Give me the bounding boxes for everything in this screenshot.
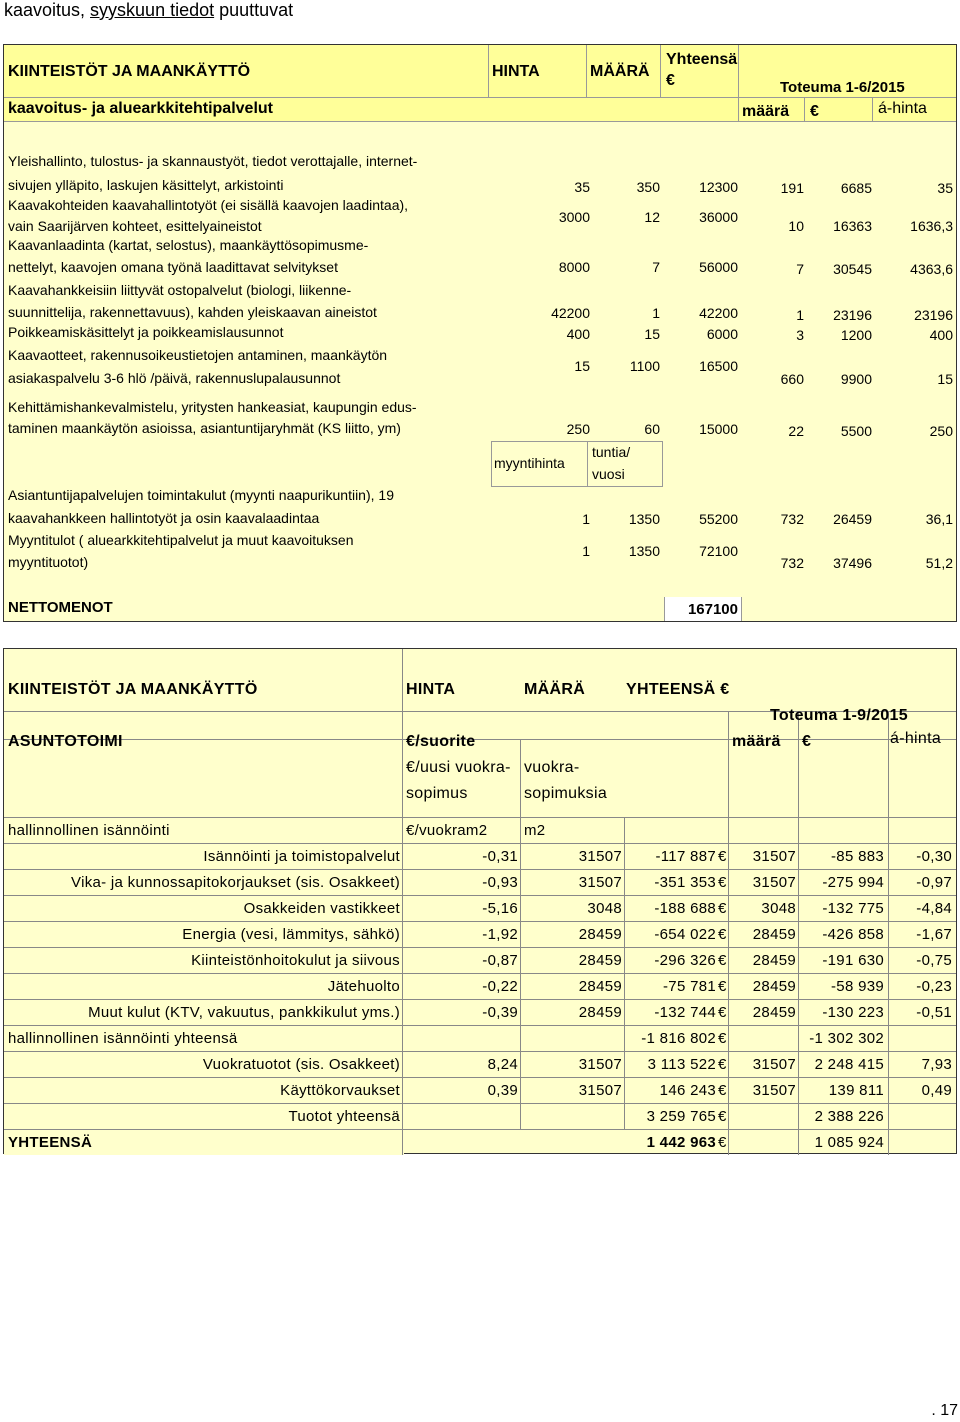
myyntihinta-label: myyntihinta (494, 455, 565, 471)
row-label: Kehittämishankevalmistelu, yritysten hankeasiat, kaupungin edus- (8, 399, 417, 415)
euro-sign: € (718, 1108, 727, 1125)
cell-t-ahinta: -0,97 (916, 874, 952, 891)
cell-t-eur: -426 858 (822, 926, 884, 943)
vuokra-label: vuokra- (524, 759, 580, 776)
row-label: Asiantuntijapalvelujen toimintakulut (myynti naapurikuntiin), 19 (8, 487, 394, 503)
cell-t-eur: 37496 (833, 555, 872, 571)
cell-t-eur: 16363 (833, 218, 872, 234)
col-t-maara: määrä (742, 103, 790, 120)
col-t-ahinta: á-hinta (890, 730, 942, 747)
divider (4, 973, 956, 974)
cell-yht: -188 688 (654, 900, 716, 917)
cell-hinta: 42200 (551, 305, 590, 321)
euro-sign: € (718, 848, 727, 865)
divider (804, 97, 805, 121)
cell-t-eur: 23196 (833, 307, 872, 323)
cell-yht: 36000 (699, 209, 738, 225)
cell-t-eur: 2 248 415 (814, 1056, 884, 1073)
cell-yht: 12300 (699, 179, 738, 195)
col-toteuma: Toteuma 1-6/2015 (780, 79, 905, 96)
divider (728, 711, 729, 1155)
cell-t-maara: 28459 (752, 926, 796, 943)
cell-yht: -654 022 (654, 926, 716, 943)
table2-title: KIINTEISTÖT JA MAANKÄYTTÖ (8, 681, 258, 698)
row-label: Osakkeiden vastikkeet (243, 900, 400, 917)
hallinnollinen-label: hallinnollinen isännöinti (8, 822, 170, 839)
cell-maara: 1100 (629, 358, 660, 374)
divider (872, 97, 873, 121)
cell-t-maara: 3 (796, 327, 804, 343)
cell-maara: 15 (644, 326, 660, 342)
cell-hinta: -0,22 (482, 978, 518, 995)
cell-t-maara: 31507 (752, 874, 796, 891)
row-label: Käyttökorvaukset (280, 1082, 400, 1099)
tuotot-yht: 3 259 765 (646, 1108, 716, 1125)
m2-label: m2 (524, 822, 546, 839)
cell-maara: 1350 (628, 543, 660, 559)
divider (4, 895, 956, 896)
cell-maara: 1350 (628, 511, 660, 527)
divider (488, 45, 489, 97)
hall-total-yht: -1 816 802 (641, 1030, 716, 1047)
cell-yht: 6000 (706, 326, 738, 342)
cell-maara: 31507 (578, 848, 622, 865)
divider (4, 947, 956, 948)
cell-t-maara: 732 (780, 511, 804, 527)
cell-yht: 15000 (699, 421, 738, 437)
tuotot-t: 2 388 226 (814, 1108, 884, 1125)
cell-yht: 3 113 522 (647, 1056, 716, 1073)
tuntia-label: tuntia/ (592, 444, 631, 460)
row-label: Vuokratuotot (sis. Osakkeet) (202, 1056, 400, 1073)
cell-yht: 56000 (699, 259, 738, 275)
cell-maara: 28459 (578, 926, 622, 943)
row-label: sivujen ylläpito, laskujen käsittelyt, arkistointi (8, 177, 284, 193)
yhteensa-t: 1 085 924 (814, 1134, 884, 1151)
cell-maara: 7 (652, 259, 660, 275)
yhteensa-yht: 1 442 963 (646, 1134, 716, 1151)
col-maara: MÄÄRÄ (590, 63, 650, 80)
tuotot-label: Tuotot yhteensä (288, 1108, 400, 1125)
cell-maara: 28459 (578, 978, 622, 995)
cell-t-ahinta: 36,1 (925, 511, 953, 527)
euro-sign: € (718, 900, 727, 917)
cell-hinta: -1,92 (482, 926, 518, 943)
nettomenot-value: 167100 (687, 601, 738, 618)
divider (4, 921, 956, 922)
euro-sign: € (718, 978, 727, 995)
divider (798, 711, 799, 1155)
cell-hinta: -0,31 (482, 848, 518, 865)
cell-hinta: 400 (566, 326, 590, 342)
page-number: . 17 (931, 1402, 958, 1419)
yhteensa-label: YHTEENSÄ (8, 1134, 93, 1151)
cell-t-maara: 28459 (752, 978, 796, 995)
cell-t-ahinta: 7,93 (921, 1056, 952, 1073)
row-label: Jätehuolto (327, 978, 400, 995)
row-label: kaavahankkeen hallintotyöt ja osin kaavalaadintaa (8, 510, 320, 526)
row-label: suunnittelija, rakennettavuus), kahden yleiskaavan aineistot (8, 304, 377, 320)
cell-hinta: -0,93 (482, 874, 518, 891)
cell-t-ahinta: 51,2 (925, 555, 953, 571)
uusi-label: sopimus (406, 785, 468, 802)
row-label: Energia (vesi, lämmitys, sähkö) (182, 926, 400, 943)
cell-hinta: 3000 (558, 209, 590, 225)
cell-yht: 55200 (699, 511, 738, 527)
uusi-label: €/uusi vuokra- (406, 759, 511, 776)
cell-t-maara: 31507 (752, 1056, 796, 1073)
cell-yht: -117 887 (655, 848, 716, 865)
cell-t-maara: 31507 (752, 1082, 796, 1099)
subheader-title: kaavoitus- ja aluearkkitehtipalvelut (8, 100, 273, 117)
cell-t-eur: 1200 (840, 327, 872, 343)
cell-t-ahinta: -1,67 (916, 926, 952, 943)
row-label: myyntituotot) (8, 554, 89, 570)
cell-yht: 72100 (699, 543, 738, 559)
cell-t-ahinta: 35 (937, 180, 953, 196)
vuokra-label: sopimuksia (524, 785, 608, 802)
col-hinta: HINTA (406, 681, 456, 698)
row-label: Kiinteistönhoitokulut ja siivous (191, 952, 400, 969)
euro-sign: € (718, 952, 727, 969)
cell-t-ahinta: -4,84 (916, 900, 952, 917)
cell-t-eur: -85 883 (831, 848, 884, 865)
cell-t-maara: 7 (796, 261, 804, 277)
euro-sign: € (718, 1134, 727, 1151)
cell-t-ahinta: 400 (929, 327, 953, 343)
cell-yht: -296 326 (654, 952, 716, 969)
row-label: Kaavahankkeisiin liittyvät ostopalvelut (biologi, liikenne- (8, 282, 352, 298)
cell-maara: 3048 (587, 900, 622, 917)
euro-sign: € (718, 1082, 727, 1099)
divider (402, 649, 403, 1155)
divider (4, 1103, 956, 1104)
cell-maara: 12 (644, 209, 660, 225)
col-t-euro: € (810, 103, 819, 120)
cell-hinta: 8000 (558, 259, 590, 275)
euro-sign: € (718, 874, 727, 891)
cell-t-ahinta: 250 (929, 423, 953, 439)
col-yhteensa: Yhteensä (666, 51, 738, 68)
vuokram2-label: €/vuokram2 (406, 822, 488, 839)
blank-row (4, 121, 956, 151)
row-label: Vika- ja kunnossapitokorjaukset (sis. Osakkeet) (71, 874, 400, 891)
cell-t-maara: 732 (780, 555, 804, 571)
cell-t-eur: 26459 (833, 511, 872, 527)
cell-hinta: 0,39 (487, 1082, 518, 1099)
divider (4, 1129, 956, 1130)
heading-underlined: syyskuun tiedot (90, 0, 215, 20)
cell-hinta: -0,39 (482, 1004, 518, 1021)
cell-yht: -75 781 (663, 978, 716, 995)
cell-t-eur: 30545 (833, 261, 872, 277)
cell-hinta: -0,87 (482, 952, 518, 969)
col-toteuma: Toteuma 1-9/2015 (770, 707, 908, 724)
cell-t-ahinta: 4363,6 (910, 261, 953, 277)
vuosi-label: vuosi (592, 466, 625, 482)
divider (4, 1077, 956, 1078)
cell-t-eur: 5500 (840, 423, 872, 439)
cell-t-eur: -191 630 (822, 952, 884, 969)
divider (4, 843, 956, 844)
heading-part: kaavoitus, (4, 0, 91, 20)
cell-maara: 28459 (578, 1004, 622, 1021)
cell-hinta: 1 (582, 511, 590, 527)
divider (4, 739, 956, 740)
divider (738, 45, 739, 121)
cell-t-eur: 9900 (840, 371, 872, 387)
cell-yht: -132 744 (654, 1004, 716, 1021)
row-label: asiakaspalvelu 3-6 hlö /päivä, rakennuslupalausunnot (8, 370, 341, 386)
euro-sign: € (718, 926, 727, 943)
asuntotoimi-table (3, 648, 957, 1154)
cell-t-ahinta: -0,23 (916, 978, 952, 995)
cell-t-maara: 10 (788, 218, 804, 234)
divider (624, 817, 625, 1129)
cell-hinta: 250 (566, 421, 590, 437)
row-label: Yleishallinto, tulostus- ja skannaustyöt, tiedot verottajalle, internet- (8, 153, 418, 169)
cell-t-eur: -58 939 (831, 978, 884, 995)
cell-yht: 146 243 (659, 1082, 716, 1099)
col-t-maara: määrä (732, 733, 781, 750)
divider (4, 817, 956, 818)
kaavoitus-table (3, 44, 957, 622)
row-label: taminen maankäytön asioissa, asiantuntijaryhmät (KS liitto, ym) (8, 420, 401, 436)
divider (4, 97, 956, 98)
divider (888, 711, 889, 1155)
row-label: Poikkeamiskäsittelyt ja poikkeamislausunnot (8, 324, 284, 340)
page-heading (4, 0, 293, 21)
cell-t-ahinta: 0,49 (921, 1082, 952, 1099)
cell-t-maara: 31507 (752, 848, 796, 865)
cell-t-eur: -275 994 (822, 874, 884, 891)
cell-yht: 42200 (699, 305, 738, 321)
row-label: Muut kulut (KTV, vakuutus, pankkikulut yms.) (88, 1004, 400, 1021)
cell-t-ahinta: -0,75 (916, 952, 952, 969)
euro-sign: € (718, 1056, 727, 1073)
col-t-ahinta: á-hinta (878, 100, 927, 117)
cell-t-ahinta: -0,30 (916, 848, 952, 865)
cell-t-ahinta: 1636,3 (910, 218, 953, 234)
row-label: Kaavakohteiden kaavahallintotyöt (ei sisällä kaavojen laadintaa), (8, 197, 409, 213)
row-label: Kaavaotteet, rakennusoikeustietojen antaminen, maankäytön (8, 347, 388, 363)
row-label: Isännöinti ja toimistopalvelut (203, 848, 400, 865)
cell-hinta: 35 (574, 179, 590, 195)
row-label: vain Saarijärven kohteet, esittelyaineistot (8, 218, 262, 234)
col-t-euro: € (802, 733, 812, 750)
cell-maara: 31507 (578, 874, 622, 891)
cell-t-ahinta: -0,51 (916, 1004, 952, 1021)
table-title: KIINTEISTÖT JA MAANKÄYTTÖ (8, 63, 251, 80)
row-label: Myyntitulot ( aluearkkitehtipalvelut ja muut kaavoituksen (8, 532, 354, 548)
cell-maara: 31507 (578, 1056, 622, 1073)
divider (520, 739, 521, 1129)
cell-yht: -351 353 (654, 874, 716, 891)
divider (4, 869, 956, 870)
divider (586, 45, 587, 97)
cell-t-eur: 139 811 (828, 1082, 884, 1099)
col-yhteensa-euro: € (666, 72, 675, 89)
cell-maara: 28459 (578, 952, 622, 969)
cell-t-ahinta: 23196 (914, 307, 953, 323)
cell-maara: 60 (644, 421, 660, 437)
cell-maara: 1 (652, 305, 660, 321)
cell-hinta: -5,16 (482, 900, 518, 917)
cell-t-maara: 28459 (752, 1004, 796, 1021)
cell-t-maara: 22 (788, 423, 804, 439)
cell-t-eur: -132 775 (822, 900, 884, 917)
cell-maara: 350 (636, 179, 660, 195)
row-label: nettelyt, kaavojen omana työnä laadittavat selvitykset (8, 259, 338, 275)
divider (4, 1051, 956, 1052)
asuntotoimi-label: ASUNTOTOIMI (8, 733, 123, 750)
cell-t-maara: 191 (780, 180, 804, 196)
hall-total-label: hallinnollinen isännöinti yhteensä (8, 1030, 238, 1047)
divider (4, 1025, 956, 1026)
cell-yht: 16500 (699, 358, 738, 374)
col-maara: MÄÄRÄ (524, 681, 586, 698)
divider (4, 999, 956, 1000)
row-label: Kaavanlaadinta (kartat, selostus), maankäyttösopimusme- (8, 237, 369, 253)
nettomenot-label: NETTOMENOT (8, 599, 113, 616)
col-yhteensa: YHTEENSÄ € (626, 681, 730, 698)
cell-t-maara: 28459 (752, 952, 796, 969)
cell-hinta: 1 (582, 543, 590, 559)
divider (660, 45, 661, 97)
divider (4, 121, 956, 122)
hall-total-t: -1 302 302 (809, 1030, 884, 1047)
col-hinta: HINTA (492, 63, 540, 80)
cell-t-maara: 1 (796, 307, 804, 323)
cell-hinta: 15 (574, 358, 590, 374)
cell-t-maara: 3048 (761, 900, 796, 917)
euro-sign: € (718, 1004, 727, 1021)
cell-t-maara: 660 (780, 371, 804, 387)
heading-part: puuttuvat (214, 0, 294, 20)
suorite-label: €/suorite (406, 733, 476, 750)
cell-maara: 31507 (578, 1082, 622, 1099)
cell-t-eur: 6685 (840, 180, 872, 196)
cell-t-ahinta: 15 (937, 371, 953, 387)
cell-t-eur: -130 223 (822, 1004, 884, 1021)
cell-hinta: 8,24 (487, 1056, 518, 1073)
euro-sign: € (718, 1030, 727, 1047)
